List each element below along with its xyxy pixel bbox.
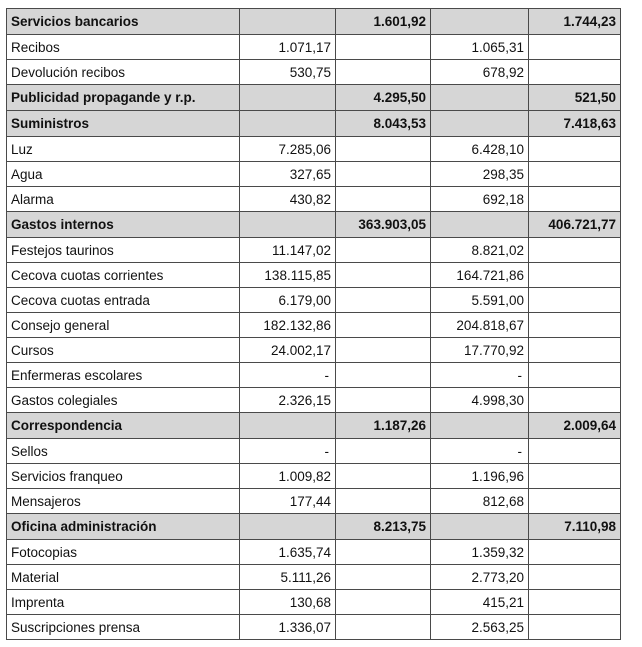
item-value-b: 1.196,96: [431, 464, 529, 489]
table-row: [7, 540, 621, 565]
empty-cell: [529, 388, 621, 413]
item-value-a: 1.635,74: [240, 540, 336, 565]
item-label: Cecova cuotas corrientes: [7, 263, 240, 288]
empty-cell: [240, 413, 336, 439]
empty-cell: [431, 111, 529, 137]
item-value-a: 530,75: [240, 60, 336, 85]
item-value-b: 2.563,25: [431, 615, 529, 640]
item-value-b: 17.770,92: [431, 338, 529, 363]
table-row: [7, 288, 621, 313]
table-row: [7, 439, 621, 464]
section-title: Gastos internos: [7, 212, 240, 238]
item-label: Cursos: [7, 338, 240, 363]
empty-cell: [529, 338, 621, 363]
item-value-a: -: [240, 363, 336, 388]
item-value-a: 24.002,17: [240, 338, 336, 363]
empty-cell: [336, 238, 431, 263]
empty-cell: [529, 439, 621, 464]
section-title: Servicios bancarios: [7, 9, 240, 35]
empty-cell: [240, 111, 336, 137]
empty-cell: [240, 9, 336, 35]
item-value-b: 692,18: [431, 187, 529, 212]
empty-cell: [336, 464, 431, 489]
section-total-a: 1.601,92: [336, 9, 431, 35]
empty-cell: [431, 9, 529, 35]
empty-cell: [431, 413, 529, 439]
section-title: Publicidad propagande y r.p.: [7, 85, 240, 111]
expense-table-body: [7, 9, 621, 640]
empty-cell: [529, 35, 621, 60]
table-row: [7, 162, 621, 187]
section-total-b: 406.721,77: [529, 212, 621, 238]
table-row: [7, 238, 621, 263]
empty-cell: [529, 590, 621, 615]
table-row: [7, 263, 621, 288]
empty-cell: [336, 388, 431, 413]
item-value-a: 2.326,15: [240, 388, 336, 413]
section-header-suministros: [7, 111, 621, 137]
section-total-a: 4.295,50: [336, 85, 431, 111]
section-total-b: 7.418,63: [529, 111, 621, 137]
item-label: Gastos colegiales: [7, 388, 240, 413]
table-row: [7, 363, 621, 388]
table-row: [7, 489, 621, 514]
item-label: Festejos taurinos: [7, 238, 240, 263]
item-value-a: 7.285,06: [240, 137, 336, 162]
item-value-b: 164.721,86: [431, 263, 529, 288]
section-header-publicidad-propagande-y-r-p: [7, 85, 621, 111]
table-row: [7, 464, 621, 489]
empty-cell: [529, 263, 621, 288]
table-row: [7, 137, 621, 162]
item-label: Fotocopias: [7, 540, 240, 565]
table-row: [7, 60, 621, 85]
empty-cell: [240, 212, 336, 238]
item-value-a: 1.336,07: [240, 615, 336, 640]
section-header-oficina-administracion: [7, 514, 621, 540]
table-row: [7, 187, 621, 212]
item-label: Sellos: [7, 439, 240, 464]
empty-cell: [336, 162, 431, 187]
empty-cell: [240, 514, 336, 540]
item-value-b: 1.065,31: [431, 35, 529, 60]
empty-cell: [336, 288, 431, 313]
empty-cell: [529, 162, 621, 187]
item-label: Material: [7, 565, 240, 590]
table-row: [7, 313, 621, 338]
empty-cell: [529, 137, 621, 162]
item-label: Servicios franqueo: [7, 464, 240, 489]
item-value-b: -: [431, 363, 529, 388]
section-header-correspondencia: [7, 413, 621, 439]
item-value-a: -: [240, 439, 336, 464]
empty-cell: [529, 540, 621, 565]
empty-cell: [529, 489, 621, 514]
item-value-b: 4.998,30: [431, 388, 529, 413]
item-value-b: 678,92: [431, 60, 529, 85]
item-value-b: 5.591,00: [431, 288, 529, 313]
empty-cell: [529, 313, 621, 338]
item-value-a: 1.009,82: [240, 464, 336, 489]
empty-cell: [336, 565, 431, 590]
item-value-b: 1.359,32: [431, 540, 529, 565]
item-label: Cecova cuotas entrada: [7, 288, 240, 313]
item-value-a: 430,82: [240, 187, 336, 212]
item-value-a: 138.115,85: [240, 263, 336, 288]
item-label: Luz: [7, 137, 240, 162]
empty-cell: [529, 288, 621, 313]
item-value-b: 415,21: [431, 590, 529, 615]
empty-cell: [336, 363, 431, 388]
item-value-a: 1.071,17: [240, 35, 336, 60]
item-value-b: 812,68: [431, 489, 529, 514]
section-total-a: 8.043,53: [336, 111, 431, 137]
empty-cell: [336, 187, 431, 212]
table-row: [7, 35, 621, 60]
empty-cell: [336, 137, 431, 162]
empty-cell: [336, 35, 431, 60]
item-label: Imprenta: [7, 590, 240, 615]
empty-cell: [529, 187, 621, 212]
item-value-a: 11.147,02: [240, 238, 336, 263]
empty-cell: [529, 238, 621, 263]
item-label: Alarma: [7, 187, 240, 212]
item-value-b: -: [431, 439, 529, 464]
item-value-a: 327,65: [240, 162, 336, 187]
empty-cell: [431, 514, 529, 540]
expense-sheet: [6, 8, 620, 640]
item-label: Mensajeros: [7, 489, 240, 514]
section-total-a: 1.187,26: [336, 413, 431, 439]
item-value-a: 130,68: [240, 590, 336, 615]
empty-cell: [529, 565, 621, 590]
expense-table: [6, 8, 621, 640]
table-row: [7, 338, 621, 363]
item-value-b: 6.428,10: [431, 137, 529, 162]
section-title: Correspondencia: [7, 413, 240, 439]
item-value-a: 177,44: [240, 489, 336, 514]
item-label: Suscripciones prensa: [7, 615, 240, 640]
section-total-a: 8.213,75: [336, 514, 431, 540]
item-label: Recibos: [7, 35, 240, 60]
item-value-a: 182.132,86: [240, 313, 336, 338]
item-label: Devolución recibos: [7, 60, 240, 85]
empty-cell: [240, 85, 336, 111]
table-row: [7, 565, 621, 590]
item-value-b: 298,35: [431, 162, 529, 187]
item-value-b: 204.818,67: [431, 313, 529, 338]
section-total-b: 521,50: [529, 85, 621, 111]
section-header-servicios-bancarios: [7, 9, 621, 35]
empty-cell: [336, 590, 431, 615]
section-title: Oficina administración: [7, 514, 240, 540]
item-value-b: 8.821,02: [431, 238, 529, 263]
empty-cell: [529, 615, 621, 640]
section-header-gastos-internos: [7, 212, 621, 238]
empty-cell: [336, 313, 431, 338]
item-label: Agua: [7, 162, 240, 187]
empty-cell: [529, 60, 621, 85]
empty-cell: [336, 439, 431, 464]
table-row: [7, 615, 621, 640]
section-title: Suministros: [7, 111, 240, 137]
empty-cell: [336, 338, 431, 363]
section-total-b: 2.009,64: [529, 413, 621, 439]
empty-cell: [336, 540, 431, 565]
empty-cell: [529, 464, 621, 489]
empty-cell: [336, 615, 431, 640]
table-row: [7, 388, 621, 413]
section-total-a: 363.903,05: [336, 212, 431, 238]
item-label: Enfermeras escolares: [7, 363, 240, 388]
empty-cell: [336, 263, 431, 288]
table-row: [7, 590, 621, 615]
empty-cell: [529, 363, 621, 388]
empty-cell: [431, 85, 529, 111]
empty-cell: [431, 212, 529, 238]
item-value-b: 2.773,20: [431, 565, 529, 590]
item-value-a: 5.111,26: [240, 565, 336, 590]
empty-cell: [336, 489, 431, 514]
section-total-b: 7.110,98: [529, 514, 621, 540]
item-label: Consejo general: [7, 313, 240, 338]
section-total-b: 1.744,23: [529, 9, 621, 35]
item-value-a: 6.179,00: [240, 288, 336, 313]
empty-cell: [336, 60, 431, 85]
